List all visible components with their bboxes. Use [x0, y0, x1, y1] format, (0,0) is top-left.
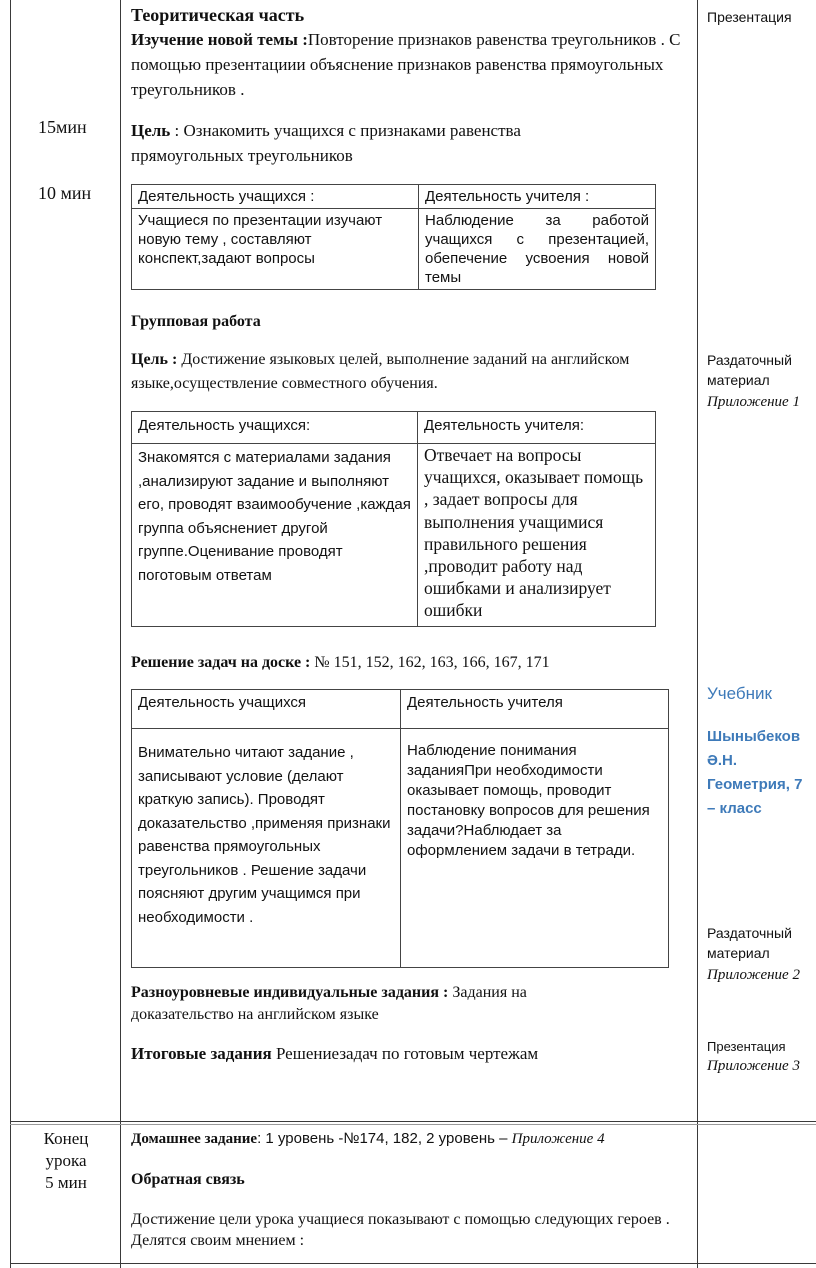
homework-appendix: Приложение 4: [511, 1131, 605, 1147]
multilevel-label: Разноуровневые индивидуальные задания :: [131, 984, 449, 1001]
grid-line-col2: [697, 0, 698, 1268]
table-3-header-students: Деятельность учащихся: [132, 690, 401, 729]
final-tasks-label: Итоговые задания: [131, 1044, 272, 1063]
board-paragraph: [131, 652, 691, 673]
handout-label-2: Раздаточный материал: [707, 925, 792, 961]
new-topic-text: Повторение признаков равенства треугольников . С помощью презентациии объяснение признаков равенства прямоугольных треугольников .: [131, 30, 681, 99]
activity-table-2: [131, 411, 656, 627]
homework-paragraph: [131, 1128, 691, 1150]
table-3-cell-teacher: Наблюдение понимания заданияПри необходимости оказывает помощь, проводит постановку вопросов для решения задачи?Наблюдает за оформлением задачи в тетради.: [401, 729, 669, 968]
table-3-header-teacher: Деятельность учителя: [401, 690, 669, 729]
multilevel-paragraph: [131, 982, 591, 1026]
appendix-3-label: Приложение 3: [707, 1058, 800, 1074]
grid-row-divider-2: [10, 1124, 816, 1125]
presentation-label-2: Презентация: [707, 1039, 786, 1054]
table-1-header-teacher: Деятельность учителя :: [419, 185, 656, 209]
board-text: № 151, 152, 162, 163, 166, 167, 171: [310, 654, 550, 671]
end-lesson-line-3: 5 мин: [45, 1173, 87, 1192]
appendix-1-label: Приложение 1: [707, 394, 800, 410]
theory-heading: Теоритическая часть: [131, 5, 305, 25]
appendix-2-label: Приложение 2: [707, 967, 800, 983]
activity-table-1: [131, 184, 656, 290]
end-lesson-line-2: урока: [45, 1151, 87, 1170]
feedback-heading: Обратная связь: [131, 1171, 245, 1188]
grid-bottom-line: [10, 1263, 816, 1264]
goal-2-paragraph: [131, 348, 696, 396]
textbook-title: Учебник: [707, 684, 772, 703]
table-1-cell-teacher: Наблюдение за работой учащихся с презентацией, обепечение усвоения новой темы: [419, 209, 656, 290]
board-label: Решение задач на доске :: [131, 654, 311, 671]
grid-line-left: [10, 0, 11, 1268]
goal-2-label: Цель :: [131, 351, 178, 368]
final-tasks-text: Решениезадач по готовым чертежам: [271, 1044, 539, 1063]
goal-1-label: Цель: [131, 121, 171, 140]
time-15-min: 15мин: [38, 117, 87, 137]
homework-text: : 1 уровень -№174, 182, 2 уровень –: [257, 1130, 512, 1147]
new-topic-paragraph: [131, 27, 691, 102]
new-topic-label: Изучение новой темы :: [131, 30, 308, 49]
multilevel-text: Задания на доказательство на английском языке: [131, 984, 527, 1023]
grid-line-col1: [120, 0, 121, 1268]
table-3-cell-students: Внимательно читают задание , записывают условие (делают краткую запись). Проводят доказательство ,применяя признаки равенства прямоугольных треугольников . Решение задачи поясняют другим учащимся при необходимости .: [132, 729, 401, 968]
textbook-author: Шыныбеков Ә.Н. Геометрия, 7 – класс: [707, 728, 803, 817]
handout-label-1: Раздаточный материал: [707, 352, 792, 388]
table-1-header-students: Деятельность учащихся :: [132, 185, 419, 209]
table-2-cell-teacher: Отвечает на вопросы учащихся, оказывает помощь , задает вопросы для выполнения учащимися правильного решения ,проводит работу над ошибками и анализирует ошибки: [418, 444, 656, 627]
activity-table-3: [131, 689, 669, 968]
final-tasks-paragraph: [131, 1042, 691, 1066]
goal-1-text: : Ознакомить учащихся с признаками равенства прямоугольных треугольников: [131, 121, 521, 165]
time-10-min: 10 мин: [38, 183, 92, 203]
feedback-text: Достижение цели урока учащиеся показывают с помощью следующих героев . Делятся своим мнением :: [131, 1211, 670, 1249]
grid-row-divider: [10, 1121, 816, 1122]
table-2-header-students: Деятельность учащихся:: [132, 412, 418, 444]
goal-2-text: Достижение языковых целей, выполнение заданий на английском языке,осуществление совместного обучения.: [131, 351, 630, 392]
group-work-heading: Групповая работа: [131, 313, 261, 330]
end-lesson-line-1: Конец: [43, 1129, 89, 1148]
table-2-cell-students: Знакомятся с материалами задания ,анализируют задание и выполняют его, проводят взаимообучение ,каждая группа объяснениет другой группе.Оценивание проводят поготовым ответам: [132, 444, 418, 627]
table-2-header-teacher: Деятельность учителя:: [418, 412, 656, 444]
goal-1-paragraph: [131, 118, 631, 168]
table-1-cell-students: Учащиеся по презентации изучают новую тему , составляют конспект,задают вопросы: [132, 209, 419, 290]
end-lesson-label: [18, 1128, 114, 1194]
homework-label: Домашнее задание: [131, 1131, 258, 1147]
presentation-label-1: Презентация: [707, 9, 792, 25]
